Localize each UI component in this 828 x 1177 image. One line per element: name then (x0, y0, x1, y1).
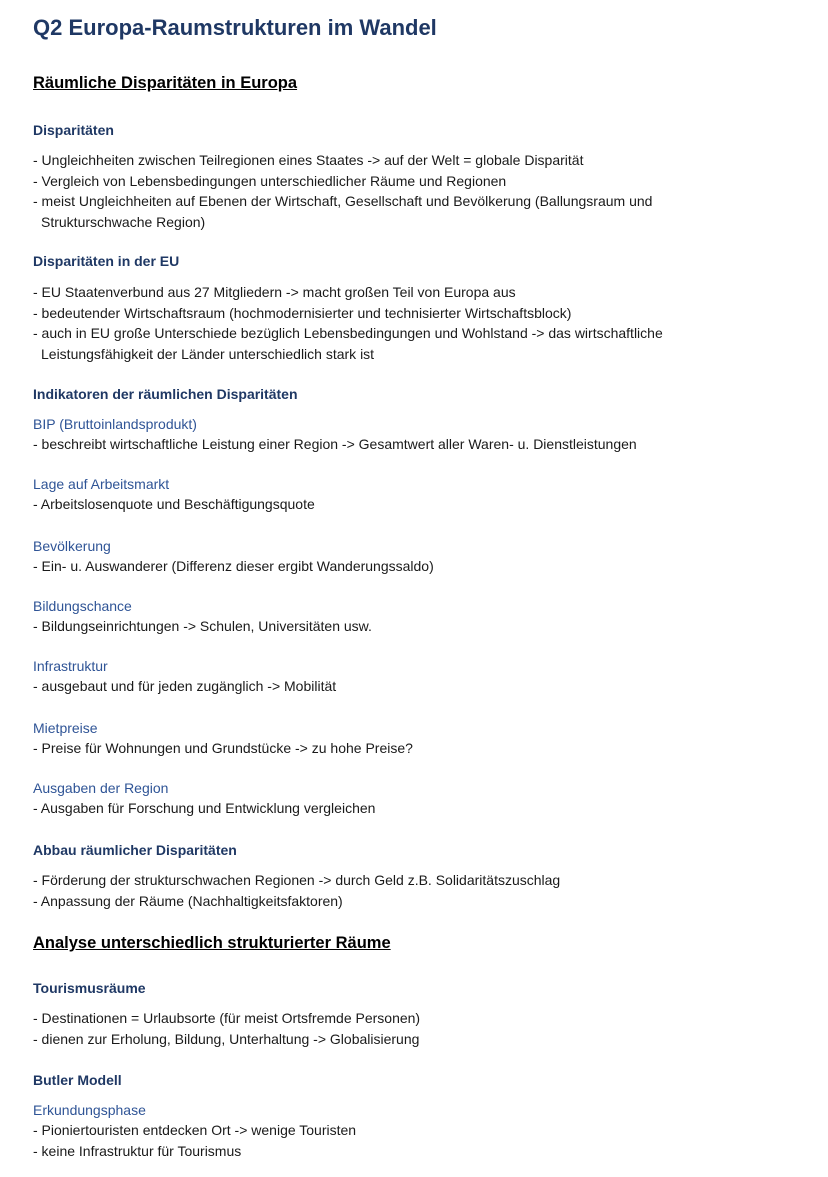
indicator-bildungschance (33, 596, 813, 637)
list-item: - Preise für Wohnungen und Grundstücke -> zu hohe Preise? (33, 740, 413, 756)
page-title: Q2 Europa-Raumstrukturen im Wandel (33, 15, 437, 40)
section-heading-analyse: Analyse unterschiedlich strukturierter Räume (33, 934, 391, 952)
butler-phase (33, 1100, 813, 1161)
disparitaeten-list (33, 150, 813, 232)
list-item: - bedeutender Wirtschaftsraum (hochmodernisierter und technisierter Wirtschaftsblock) (33, 304, 572, 321)
list-item: - Ein- u. Auswanderer (Differenz dieser ergibt Wanderungssaldo) (33, 558, 434, 574)
list-item: - auch in EU große Unterschiede bezüglich Lebensbedingungen und Wohlstand -> das wirtschaftliche Leistungsfähigkeit der Länder unterschiedlich stark ist (33, 325, 663, 362)
subheading-disparitaeten: Disparitäten (33, 122, 114, 138)
subheading-abbau: Abbau räumlicher Disparitäten (33, 842, 237, 858)
list-item: - Ungleichheiten zwischen Teilregionen eines Staates -> auf der Welt = globale Disparität (33, 152, 584, 168)
section-heading-disparitaeten-europa: Räumliche Disparitäten in Europa (33, 74, 298, 92)
phase-label: Erkundungsphase (33, 1102, 146, 1118)
indicator-label: Bildungschance (33, 598, 132, 614)
indicator-label: Ausgaben der Region (33, 780, 169, 796)
list-item: - meist Ungleichheiten auf Ebenen der Wirtschaft, Gesellschaft und Bevölkerung (Ballungsraum und Strukturschwache Region) (33, 193, 653, 230)
list-item: - keine Infrastruktur für Tourismus (33, 1142, 242, 1159)
list-item: - Arbeitslosenquote und Beschäftigungsquote (33, 496, 315, 512)
subheading-disparitaeten-eu: Disparitäten in der EU (33, 253, 180, 269)
indicator-label: Lage auf Arbeitsmarkt (33, 476, 170, 492)
indicator-label: Bevölkerung (33, 538, 111, 554)
subheading-tourismus: Tourismusräume (33, 980, 146, 996)
tourismus-list (33, 1008, 813, 1049)
indicator-label: BIP (Bruttoinlandsprodukt) (33, 416, 197, 432)
list-item: - Destinationen = Urlaubsorte (für meist Ortsfremde Personen) (33, 1010, 421, 1026)
indicator-bip (33, 414, 813, 455)
list-item: - Bildungseinrichtungen -> Schulen, Universitäten usw. (33, 618, 372, 634)
list-item: - EU Staatenverbund aus 27 Mitgliedern -> macht großen Teil von Europa aus (33, 284, 516, 300)
indicator-label: Mietpreise (33, 720, 98, 736)
indicator-arbeitsmarkt (33, 474, 813, 515)
subheading-butler: Butler Modell (33, 1072, 122, 1088)
indicator-mietpreise (33, 718, 813, 759)
list-item: - dienen zur Erholung, Bildung, Unterhaltung -> Globalisierung (33, 1030, 420, 1047)
list-item: - Vergleich von Lebensbedingungen unterschiedlicher Räume und Regionen (33, 172, 507, 189)
indicator-infrastruktur (33, 656, 813, 697)
indicator-ausgaben (33, 778, 813, 819)
list-item: - Pioniertouristen entdecken Ort -> wenige Touristen (33, 1122, 357, 1138)
list-item: - beschreibt wirtschaftliche Leistung einer Region -> Gesamtwert aller Waren- u. Dienstleistungen (33, 436, 637, 452)
list-item: - Förderung der strukturschwachen Regionen -> durch Geld z.B. Solidaritätszuschlag (33, 872, 561, 888)
indicator-bevoelkerung (33, 536, 813, 577)
subheading-indikatoren: Indikatoren der räumlichen Disparitäten (33, 386, 298, 402)
eu-list (33, 282, 813, 364)
list-item: - Anpassung der Räume (Nachhaltigkeitsfaktoren) (33, 892, 343, 909)
list-item: - Ausgaben für Forschung und Entwicklung vergleichen (33, 800, 376, 816)
list-item: - ausgebaut und für jeden zugänglich -> Mobilität (33, 678, 337, 694)
abbau-list (33, 870, 813, 911)
indicator-label: Infrastruktur (33, 658, 108, 674)
